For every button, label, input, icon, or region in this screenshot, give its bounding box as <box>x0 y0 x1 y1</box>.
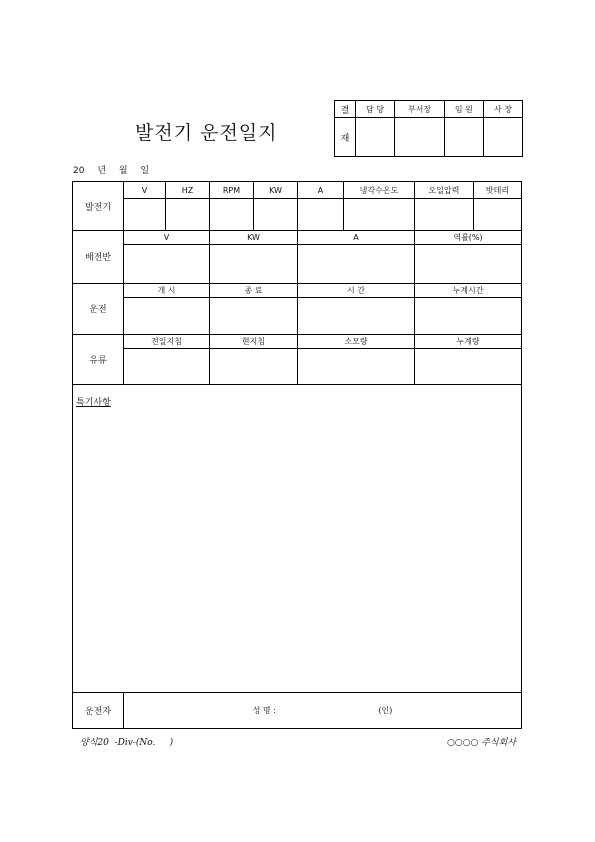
generator-col-rpm: RPM <box>210 182 254 199</box>
panel-col-v: V <box>124 231 210 245</box>
log-table <box>72 181 522 729</box>
approval-sign-manager[interactable] <box>395 118 445 157</box>
panel-label: 배전반 <box>73 231 124 283</box>
fuel-label: 유류 <box>73 334 124 384</box>
generator-value-rpm[interactable] <box>210 199 254 231</box>
fuel-col-consumption: 소모량 <box>298 334 415 348</box>
operation-col-cumulative-time: 누계시간 <box>415 283 522 297</box>
generator-col-coolant-temp: 냉각수온도 <box>344 182 415 199</box>
operator-name-label: 성 명 : <box>252 705 276 715</box>
remarks-label: 특기사항 <box>76 398 111 409</box>
approval-sign-staff[interactable] <box>356 118 395 157</box>
generator-value-coolant-temp[interactable] <box>344 199 415 231</box>
fuel-col-previous-reading: 전일지침 <box>124 334 210 348</box>
approval-header-executive: 임 원 <box>444 101 483 118</box>
fuel-value-previous-reading[interactable] <box>124 348 210 384</box>
approval-header-manager: 부서장 <box>395 101 445 118</box>
company-name: ○○○○ 주식회사 <box>446 738 516 748</box>
approval-side-top: 결 <box>335 101 356 118</box>
panel-value-kw[interactable] <box>210 245 298 283</box>
panel-col-a: A <box>298 231 415 245</box>
operator-seal: (인) <box>378 705 393 715</box>
generator-value-battery[interactable] <box>474 199 522 231</box>
generator-value-kw[interactable] <box>254 199 298 231</box>
fuel-col-current-reading: 현지침 <box>210 334 298 348</box>
approval-header-staff: 담 당 <box>356 101 395 118</box>
generator-value-v[interactable] <box>124 199 166 231</box>
operation-value-start[interactable] <box>124 297 210 334</box>
generator-col-battery: 밧데리 <box>474 182 522 199</box>
panel-value-v[interactable] <box>124 245 210 283</box>
approval-box <box>334 100 523 157</box>
generator-value-oil-pressure[interactable] <box>415 199 474 231</box>
remarks-area[interactable] <box>73 385 522 693</box>
form-number: 양식20 -Div-(No. ) <box>80 738 174 748</box>
generator-col-oil-pressure: 오일압력 <box>415 182 474 199</box>
operation-value-cumulative-time[interactable] <box>415 297 522 334</box>
approval-sign-executive[interactable] <box>444 118 483 157</box>
panel-value-a[interactable] <box>298 245 415 283</box>
panel-col-power-factor: 역률(%) <box>415 231 522 245</box>
operation-col-start: 개 시 <box>124 283 210 297</box>
generator-col-hz: HZ <box>166 182 210 199</box>
approval-side-bottom: 재 <box>335 118 356 157</box>
generator-col-a: A <box>298 182 344 199</box>
fuel-col-cumulative: 누계량 <box>415 334 522 348</box>
fuel-value-consumption[interactable] <box>298 348 415 384</box>
panel-value-power-factor[interactable] <box>415 245 522 283</box>
fuel-value-current-reading[interactable] <box>210 348 298 384</box>
operation-col-end: 종 료 <box>210 283 298 297</box>
approval-sign-president[interactable] <box>483 118 522 157</box>
operator-sign-area[interactable] <box>124 692 522 728</box>
approval-header-president: 사 장 <box>483 101 522 118</box>
page-title: 발전기 운전일지 <box>135 122 278 144</box>
operator-label: 운전자 <box>73 692 124 728</box>
generator-value-hz[interactable] <box>166 199 210 231</box>
date-line: 20 년 월 일 <box>73 166 150 176</box>
generator-col-v: V <box>124 182 166 199</box>
operation-value-end[interactable] <box>210 297 298 334</box>
operation-value-time[interactable] <box>298 297 415 334</box>
generator-value-a[interactable] <box>298 199 344 231</box>
operation-label: 운전 <box>73 283 124 334</box>
operation-col-time: 시 간 <box>298 283 415 297</box>
generator-label: 발전기 <box>73 182 124 231</box>
panel-col-kw: KW <box>210 231 298 245</box>
fuel-value-cumulative[interactable] <box>415 348 522 384</box>
generator-col-kw: KW <box>254 182 298 199</box>
